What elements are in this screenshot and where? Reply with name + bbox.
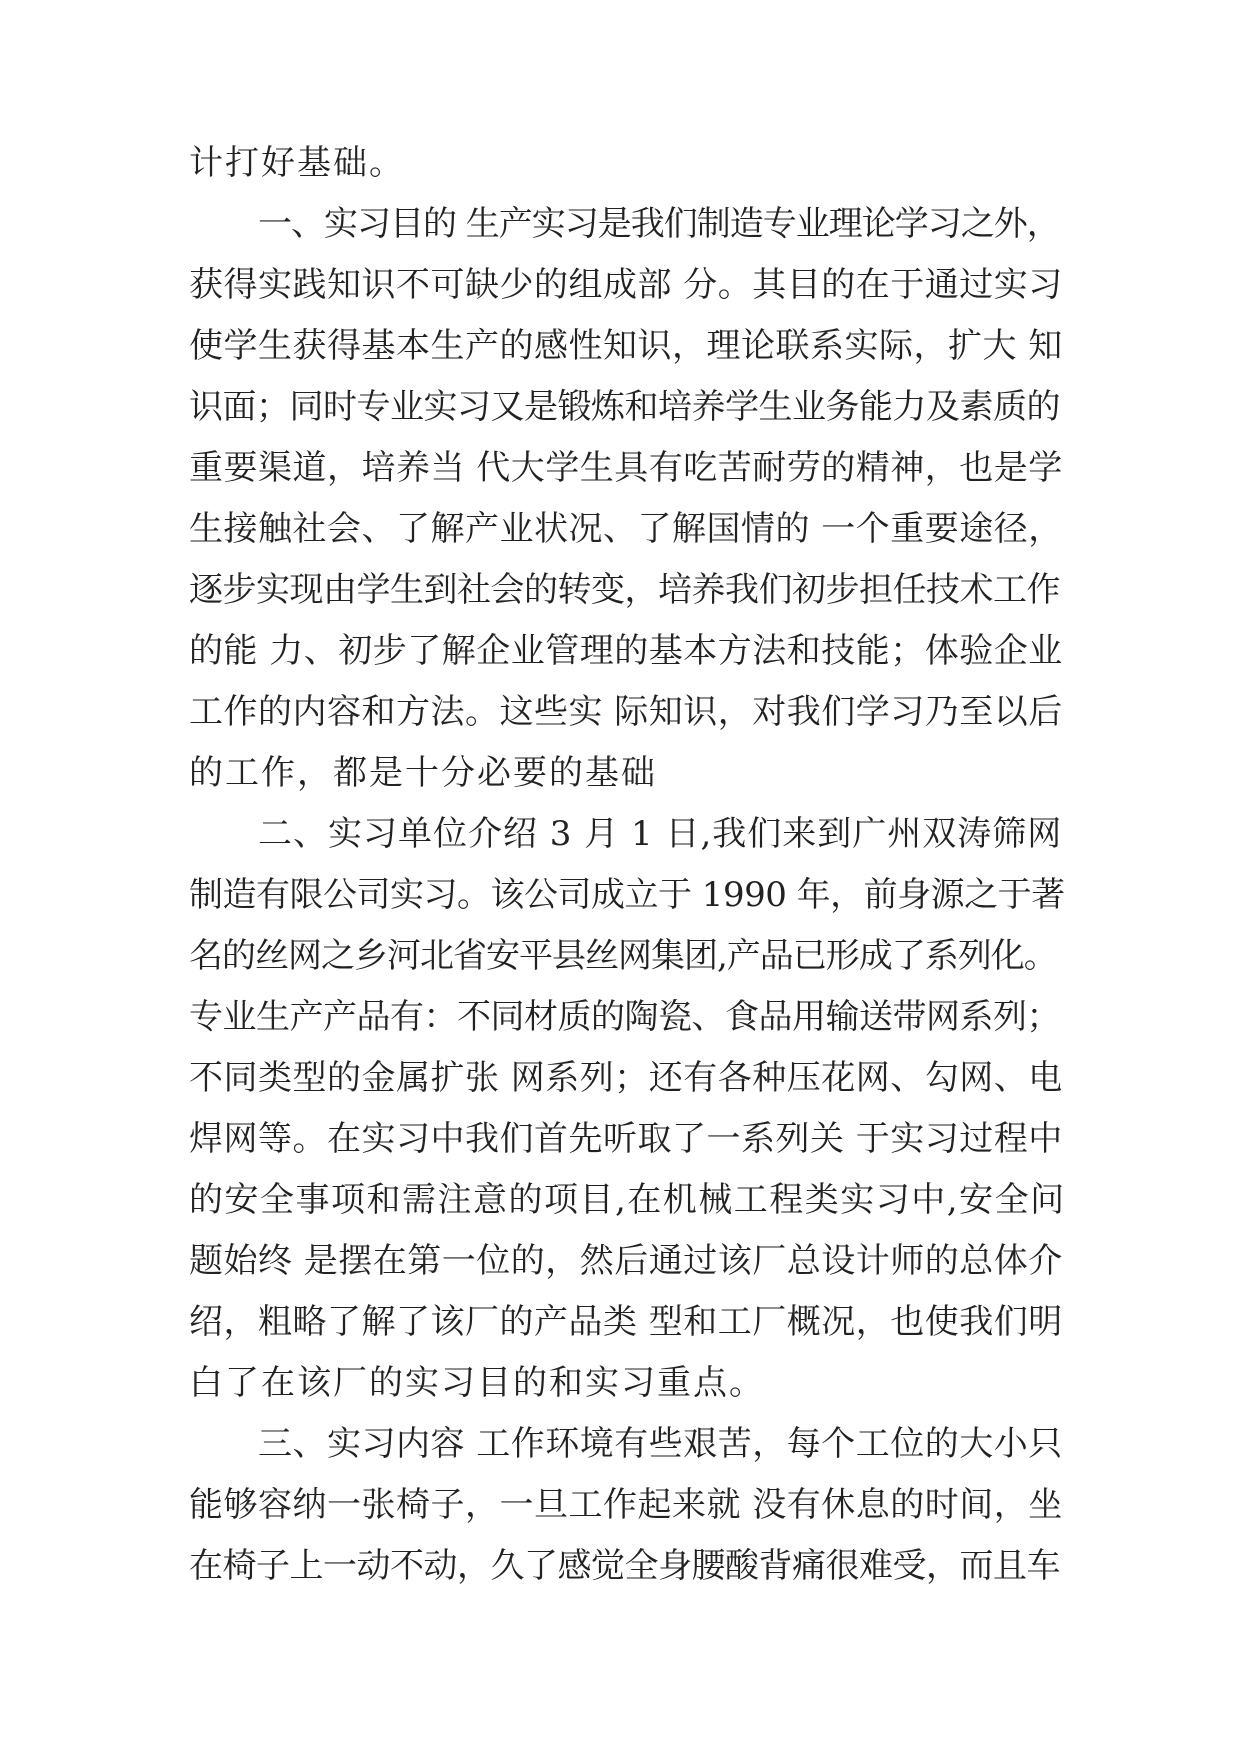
- text-line: 获得实践知识不可缺少的组成部 分。其目的在于通过实习: [189, 265, 1063, 305]
- text-line: 焊网等。在实习中我们首先听取了一系列关 于实习过程中: [189, 1119, 1063, 1159]
- section-heading-line: 一、实习目的 生产实习是我们制造专业理论学习之外，: [258, 204, 1060, 244]
- text-line: 工作的内容和方法。这些实 际知识，对我们学习乃至以后: [189, 692, 1063, 732]
- text-line: 白了在该厂的实习目的和实习重点。: [189, 1363, 765, 1403]
- text-line: 专业生产产品有：不同材质的陶瓷、食品用输送带网系列；: [189, 997, 1060, 1037]
- text-line: 计打好基础。: [189, 143, 405, 183]
- text-line: 能够容纳一张椅子，一旦工作起来就 没有休息的时间，坐: [189, 1485, 1063, 1525]
- text-line: 生接触社会、了解产业状况、了解国情的 一个重要途径，: [189, 509, 1063, 549]
- text-line: 逐步实现由学生到社会的转变，培养我们初步担任技术工作: [189, 570, 1060, 610]
- text-line: 的安全事项和需注意的项目,在机械工程类实习中,安全问: [189, 1180, 1066, 1220]
- text-line: 的能 力、初步了解企业管理的基本方法和技能；体验企业: [189, 631, 1063, 671]
- text-line: 题始终 是摆在第一位的，然后通过该厂总设计师的总体介: [189, 1241, 1063, 1281]
- text-line: 制造有限公司实习。该公司成立于 1990 年，前身源之于著: [189, 875, 1065, 915]
- section-heading-line: 二、实习单位介绍 3 月 1 日,我们来到广州双涛筛网: [258, 814, 1063, 854]
- text-line: 识面；同时专业实习又是锻炼和培养学生业务能力及素质的: [189, 387, 1060, 427]
- text-line: 重要渠道，培养当 代大学生具有吃苦耐劳的精神，也是学: [189, 448, 1063, 488]
- text-line: 名的丝网之乡河北省安平县丝网集团,产品已形成了系列化。: [189, 936, 1057, 976]
- text-line: 不同类型的金属扩张 网系列；还有各种压花网、勾网、电: [189, 1058, 1063, 1098]
- text-line: 在椅子上一动不动，久了感觉全身腰酸背痛很难受，而且车: [189, 1546, 1060, 1586]
- section-heading-line: 三、实习内容 工作环境有些艰苦，每个工位的大小只: [258, 1424, 1063, 1464]
- text-line: 的工作，都是十分必要的基础: [189, 753, 657, 793]
- text-line: 使学生获得基本生产的感性知识，理论联系实际，扩大 知: [189, 326, 1063, 366]
- text-line: 绍，粗略了解了该厂的产品类 型和工厂概况，也使我们明: [189, 1302, 1063, 1342]
